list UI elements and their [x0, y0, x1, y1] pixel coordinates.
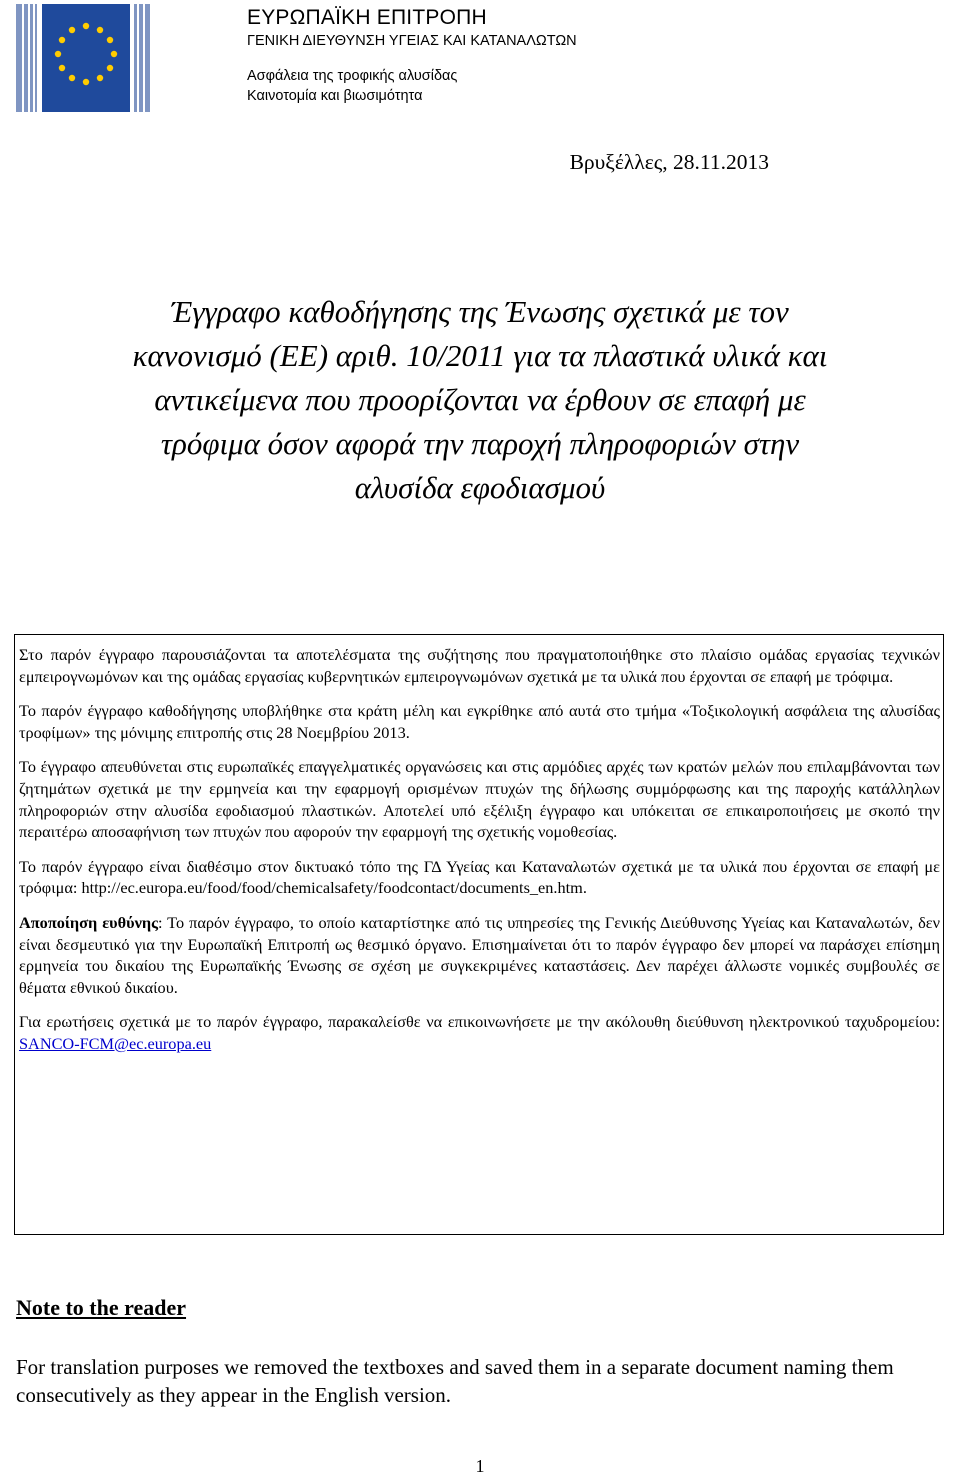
document-date: Βρυξέλλες, 28.11.2013 — [569, 150, 769, 174]
summary-paragraph-1: Στο παρόν έγγραφο παρουσιάζονται τα αποτελέσματα της συζήτησης που πραγματοποιήθηκε στο πλαίσιο ομάδας εργασίας τεχνικών εμπειρογνωμόνων και της ομάδας εργασίας κυβερνητικών εμπειρογνωμόνων σχετικά με τα υλικά που έρχονται σε επαφή με τρόφιμα. — [19, 645, 940, 686]
contact-paragraph — [19, 1011, 940, 1054]
organization-name: ΕΥΡΩΠΑΪΚΗ ΕΠΙΤΡΟΠΗ — [247, 6, 487, 29]
title-line: κανονισμό (ΕΕ) αριθ. 10/2011 για τα πλαστικά υλικά και — [132, 338, 828, 373]
summary-paragraph-3: Το έγγραφο απευθύνεται στις ευρωπαϊκές επαγγελματικές οργανώσεις και στις αρμόδιες αρχές των κρατών μελών που επιλαμβάνονται των ζητημάτων σχετικά με την ερμηνεία και την εφαρμογή ορισμένων πτυχών της δήλωσης συμμόρφωσης και της παροχής κατάλληλων πληροφοριών στην αλυσίδα εφοδιασμού πλαστικών. Αποτελεί υπό εξέλιξη έγγραφο και υπόκειται σε επικαιροποιήσεις με σκοπό την περαιτέρω αποσαφήνιση των πτυχών που αφορούν την εφαρμογή της σχετικής νομοθεσίας. — [19, 757, 940, 842]
eu-commission-logo-icon — [14, 4, 156, 112]
directorate-general: ΓΕΝΙΚΗ ΔΙΕΥΘΥΝΣΗ ΥΓΕΙΑΣ ΚΑΙ ΚΑΤΑΝΑΛΩΤΩΝ — [247, 33, 577, 49]
summary-paragraph-4: Το παρόν έγγραφο είναι διαθέσιμο στον δικτυακό τόπο της ΓΔ Υγείας και Καταναλωτών σχετικά με τα υλικά που έρχονται σε επαφή με τρόφιμα: http://ec.europa.eu/food/food/chemicalsafety/foodcontact/documents_en.htm. — [19, 856, 940, 898]
summary-paragraph-2: Το παρόν έγγραφο καθοδήγησης υποβλήθηκε στα κράτη μέλη και εγκρίθηκε από αυτά στο τμήμα «Τοξικολογική ασφάλεια της αλυσίδας τροφίμων» της μόνιμης επιτροπής στις 28 Νοεμβρίου 2013. — [19, 701, 940, 742]
title-line: Έγγραφο καθοδήγησης της Ένωσης σχετικά με τον — [171, 294, 789, 329]
disclaimer-text: : Το παρόν έγγραφο, το οποίο καταρτίστηκε από τις υπηρεσίες της Γενικής Διεύθυνσης Υγείας και Καταναλωτών, δεν είναι δεσμευτικό για την Ευρωπαϊκή Επιτροπή ως θεσμικό όργανο. Επισημαίνεται ότι το παρόν έγγραφο δεν μπορεί να παράσχει επίσημη ερμηνεία του δικαίου της Ευρωπαϊκής Ένωσης σε σχέση με συγκεκριμένες καταστάσεις. Δεν παρέχει άλλωστε νομικές συμβουλές σε θέματα εθνικού δικαίου. — [19, 912, 940, 997]
title-line: αντικείμενα που προορίζονται να έρθουν σε επαφή με — [154, 382, 806, 417]
page-number: 1 — [475, 1456, 485, 1476]
unit-line-1: Ασφάλεια της τροφικής αλυσίδας — [247, 68, 458, 84]
title-line: αλυσίδα εφοδιασμού — [354, 470, 606, 505]
contact-email-link[interactable]: SANCO-FCM@ec.europa.eu — [19, 1033, 212, 1053]
contact-text: Για ερωτήσεις σχετικά με το παρόν έγγραφο, παρακαλείσθε να επικοινωνήσετε με την ακόλουθη διεύθυνση ηλεκτρονικού ταχυδρομείου: — [19, 1012, 940, 1032]
summary-box — [14, 634, 944, 1235]
note-text: For translation purposes we removed the textboxes and saved them in a separate document naming them consecutively as they appear in the English version. — [16, 1355, 894, 1407]
document-title — [30, 290, 930, 510]
title-line: τρόφιμα όσον αφορά την παροχή πληροφοριών στην — [160, 426, 800, 461]
disclaimer-paragraph — [19, 912, 940, 998]
unit-line-2: Καινοτομία και βιωσιμότητα — [247, 88, 423, 104]
note-heading: Note to the reader — [16, 1295, 187, 1320]
disclaimer-label: Αποποίηση ευθύνης — [19, 912, 158, 932]
